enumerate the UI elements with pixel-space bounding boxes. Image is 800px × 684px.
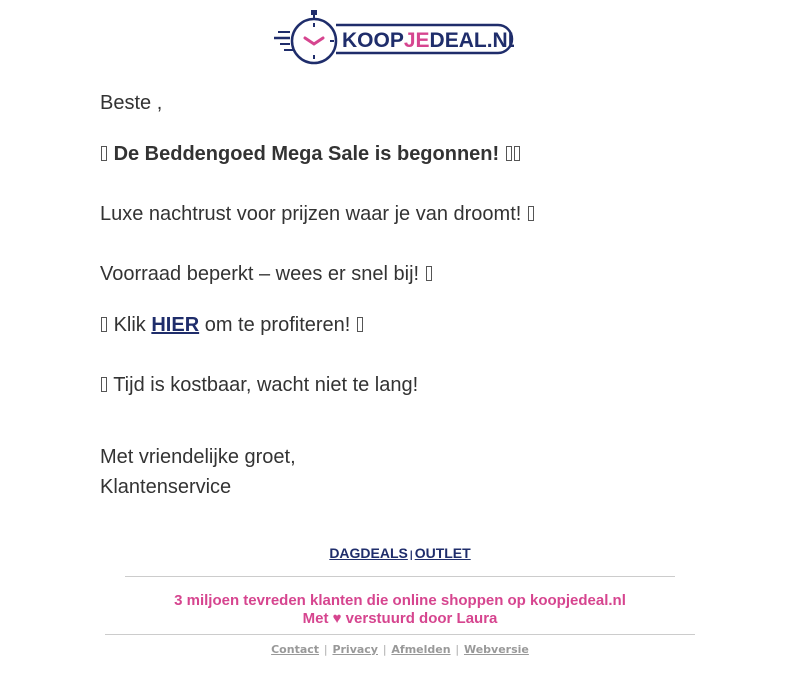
nav-link-outlet[interactable]: OUTLET	[414, 545, 471, 561]
urgency-line: Tijd is kostbaar, wacht niet te lang!	[100, 373, 418, 397]
footer-link-privacy[interactable]: Privacy	[332, 643, 378, 656]
footer-link-webversie[interactable]: Webversie	[463, 643, 529, 656]
hier-link[interactable]: HIER	[151, 314, 200, 336]
divider	[125, 576, 675, 577]
footer-link-afmelden[interactable]: Afmelden	[391, 643, 451, 656]
koopjedeal-logo[interactable]	[272, 8, 514, 68]
footer-separator: |	[455, 643, 460, 656]
fire-emoji-icon	[426, 266, 432, 281]
bed-emoji-icon	[506, 146, 512, 161]
bag-emoji-icon	[357, 317, 363, 332]
nav-separator: |	[409, 550, 413, 561]
footer-separator: |	[323, 643, 328, 656]
clock-emoji-icon	[101, 377, 107, 392]
logo-text: KOOPJEDEAL.NL	[342, 29, 514, 52]
promo-line-sender: Met ♥ verstuurd door Laura	[302, 610, 498, 627]
headline: De Beddengoed Mega Sale is begonnen!	[100, 142, 521, 166]
stock-warning-line: Voorraad beperkt – wees er snel bij!	[100, 262, 433, 286]
pointer-emoji-icon	[101, 317, 107, 332]
category-nav	[0, 545, 800, 561]
promo-line-customers: 3 miljoen tevreden klanten die online shoppen op koopjedeal.nl	[174, 592, 626, 609]
cta-line: Klik HIER om te profiteren!	[100, 313, 364, 337]
stopwatch-logo-icon	[272, 8, 514, 68]
divider	[105, 634, 695, 635]
footer-separator: |	[382, 643, 387, 656]
promo-text	[0, 592, 800, 628]
greeting: Beste ,	[100, 92, 163, 114]
footer-link-contact[interactable]: Contact	[271, 643, 320, 656]
emoji-icon	[514, 146, 520, 161]
sleep-emoji-icon	[528, 206, 534, 221]
sparkle-emoji-icon	[101, 146, 107, 161]
signature: Klantenservice	[100, 476, 232, 498]
tagline-line: Luxe nachtrust voor prijzen waar je van droomt!	[100, 202, 535, 226]
nav-link-dagdeals[interactable]: DAGDEALS	[329, 545, 408, 561]
footer-links	[0, 643, 800, 656]
closing: Met vriendelijke groet,	[100, 446, 296, 468]
